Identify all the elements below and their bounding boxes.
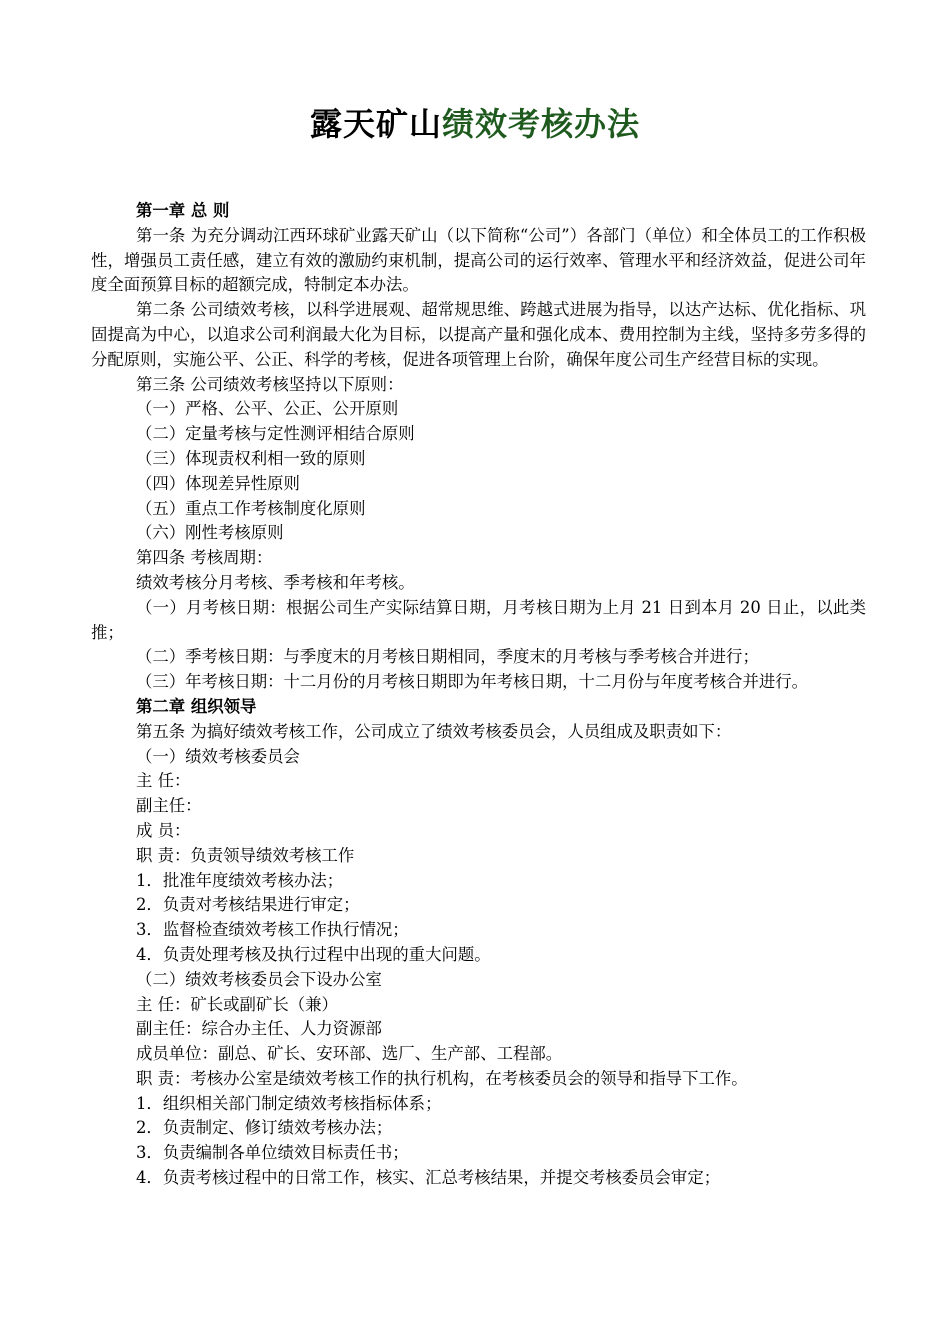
article-line: （二）季考核日期：与季度末的月考核日期相同，季度末的月考核与季考核合并进行； xyxy=(136,647,759,667)
chapter-heading: 第二章 组织领导 xyxy=(136,696,257,716)
article-paragraph: （一）月考核日期：根据公司生产实际结算日期，月考核日期为上月 21 日到本月 20 日止，以此类推； xyxy=(91,597,866,642)
title-part-green: 绩效考核办法 xyxy=(442,105,641,143)
chapter-heading: 第一章 总 则 xyxy=(136,201,230,220)
article-line: （二）定量考核与定性测评相结合原则 xyxy=(136,424,415,444)
article-line: 第三条 公司绩效考核坚持以下原则： xyxy=(136,374,404,394)
article-line: 成员单位：副总、矿长、安环部、选厂、生产部、工程部。 xyxy=(136,1044,563,1064)
article-line: （二）绩效考核委员会下设办公室 xyxy=(136,969,382,989)
article-line: 成 员： xyxy=(136,820,191,840)
article-line: 绩效考核分月考核、季考核和年考核。 xyxy=(136,572,415,592)
article-line: 第五条 为搞好绩效考核工作，公司成立了绩效考核委员会，人员组成及职责如下： xyxy=(136,721,732,741)
article-line: 副主任： xyxy=(136,796,202,816)
article-line: 2．负责制定、修订绩效考核办法； xyxy=(136,1118,393,1138)
article-paragraph: 第二条 公司绩效考核，以科学进展观、超常规思维、跨越式进展为指导，以达产达标、优化指标、巩固提高为中心，以追求公司利润最大化为目标，以提高产量和强化成本、费用控制为主线，坚持多劳多得的分配原则，实施公平、公正、科学的考核，促进各项管理上台阶，确保年度公司生产经营目标的实现。 xyxy=(91,300,866,369)
article-line: 职 责：负责领导绩效考核工作 xyxy=(136,845,355,865)
article-line: 职 责：考核办公室是绩效考核工作的执行机构，在考核委员会的领导和指导下工作。 xyxy=(136,1068,748,1088)
article-line: 4．负责考核过程中的日常工作，核实、汇总考核结果，并提交考核委员会审定； xyxy=(136,1168,721,1188)
article-line: 主 任：矿长或副矿长（兼） xyxy=(136,994,338,1014)
article-paragraph: （三）年考核日期：十二月份的月考核日期即为年考核日期，十二月份与年度考核合并进行。 xyxy=(136,672,809,692)
article-line: （一）严格、公平、公正、公开原则 xyxy=(136,399,399,419)
article-line: 1．组织相关部门制定绩效考核指标体系； xyxy=(136,1093,442,1113)
article-line: 2．负责对考核结果进行审定； xyxy=(136,895,360,915)
article-line: 3．监督检查绩效考核工作执行情况； xyxy=(136,920,409,940)
article-paragraph: 第一条 为充分调动江西环球矿业露天矿山（以下简称“公司”）各部门（单位）和全体员工的工作积极性，增强员工责任感，建立有效的激励约束机制，提高公司的运行效率、管理水平和经济效益，促进公司年度全面预算目标的超额完成，特制定本办法。 xyxy=(91,225,866,295)
article-line: （三）体现责权利相一致的原则 xyxy=(136,448,366,468)
article-line: （五）重点工作考核制度化原则 xyxy=(136,498,366,518)
title-part-black: 露天矿山 xyxy=(309,105,442,143)
document-body xyxy=(91,199,866,1191)
article-line: 3．负责编制各单位绩效目标责任书； xyxy=(136,1143,409,1163)
article-line: 4．负责处理考核及执行过程中出现的重大问题。 xyxy=(136,944,491,964)
document-title xyxy=(0,100,950,148)
article-line: （一）绩效考核委员会 xyxy=(136,746,300,766)
article-line: 副主任：综合办主任、人力资源部 xyxy=(136,1019,382,1039)
article-line: （四）体现差异性原则 xyxy=(136,473,300,493)
article-line: 1．批准年度绩效考核办法； xyxy=(136,870,344,890)
article-line: 主 任： xyxy=(136,771,191,791)
article-line: （六）刚性考核原则 xyxy=(136,523,284,543)
article-line: 第四条 考核周期： xyxy=(136,548,273,568)
